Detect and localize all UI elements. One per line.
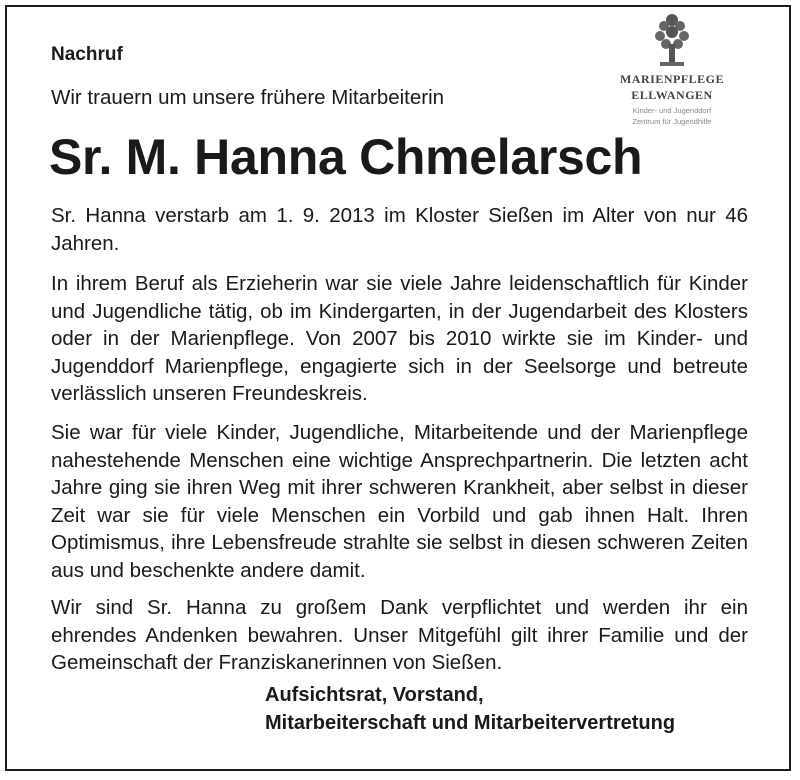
paragraph-4: Wir sind Sr. Hanna zu großem Dank verpflichtet und werden ihr ein ehrendes Andenken bewahren. Unser Mitgefühl gilt ihrer Familie und der Gemeinschaft der Franziskanerinnen von Sießen. [51,596,748,674]
logo-tagline-1: Kinder- und Jugenddorf [632,106,712,115]
signature-line-1: Aufsichtsrat, Vorstand, [265,684,484,706]
intro-text: Wir trauern um unsere frühere Mitarbeiterin [51,86,445,109]
logo-line-2: ELLWANGEN [631,88,713,102]
tree-figure-icon [650,10,694,70]
signature-line-2: Mitarbeiterschaft und Mitarbeitervertretung [265,712,676,734]
logo-line-1: MARIENPFLEGE [619,72,724,86]
paragraph-tribute [51,419,748,584]
paragraph-3: Sie war für viele Kinder, Jugendliche, Mitarbeitende und der Marienpflege nahestehende Menschen eine wichtige Ansprechpartnerin. Die letzten acht Jahre ging sie ihren Weg mit ihrer schweren Krankheit, aber selbst in dieser Zeit war sie für viele Menschen ein Vorbild und gab ihnen Halt. Ihren Optimismus, ihre Lebensfreude strahlte sie selbst in diesen schweren Zeiten aus und beschenkte andere damit. [51,421,748,582]
marienpflege-logo [602,8,742,138]
logo-tagline-2: Zentrum für Jugendhilfe [632,117,712,126]
paragraph-1: Sr. Hanna verstarb am 1. 9. 2013 im Kloster Sießen im Alter von nur 46 Jahren. [51,204,748,255]
paragraph-2: In ihrem Beruf als Erzieherin war sie viele Jahre leidenschaftlich für Kinder und Jugendliche tätig, ob im Kindergarten, in der Jugendarbeit des Klosters oder in der Marienpflege. Von 2007 bis 2010 wirkte sie im Kinder- und Jugenddorf Marienpflege, engagierte sich in der Seelsorge und betreute verlässlich unseren Freundeskreis. [51,272,748,405]
heading-label: Nachruf [51,44,123,65]
paragraph-gratitude [51,594,748,677]
paragraph-career [51,270,748,408]
paragraph-death-notice [51,202,748,257]
deceased-name: Sr. M. Hanna Chmelarsch [49,129,643,185]
